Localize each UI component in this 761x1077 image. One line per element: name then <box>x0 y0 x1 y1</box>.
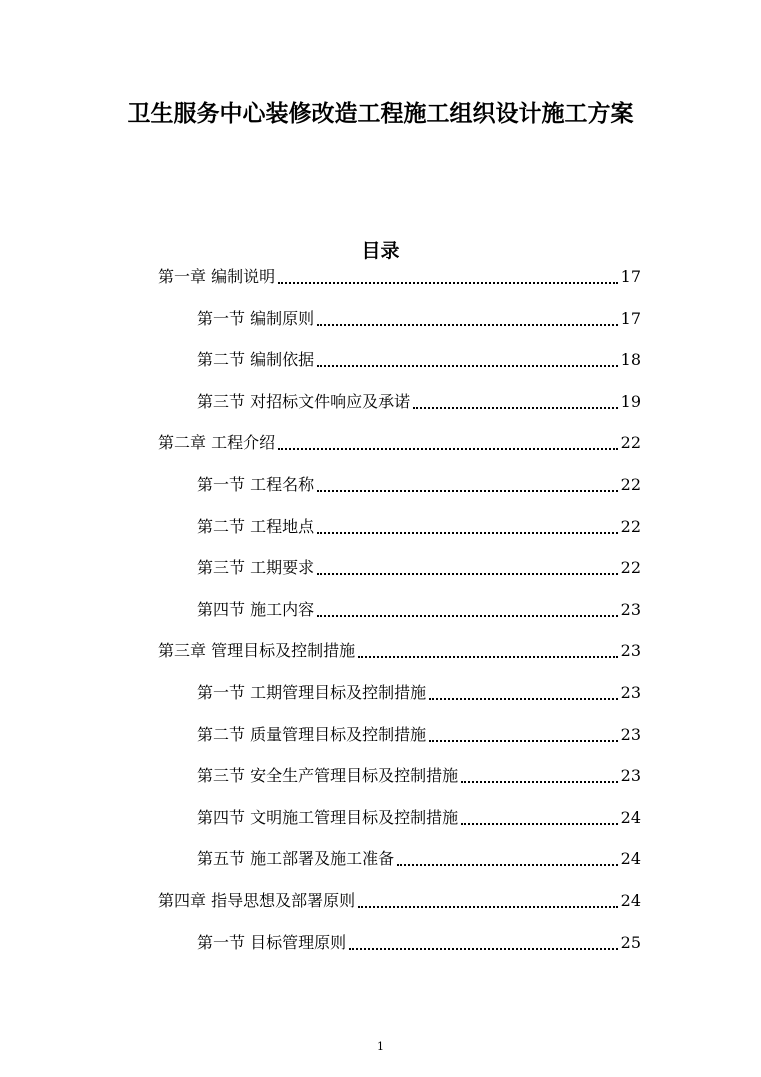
toc-entry-label: 第四节 施工内容 <box>197 599 315 619</box>
toc-leader-dots <box>358 656 618 658</box>
toc-leader-dots <box>358 906 618 908</box>
toc-entry-page: 23 <box>620 683 641 702</box>
toc-section-entry[interactable] <box>197 304 641 334</box>
document-title: 卫生服务中心装修改造工程施工组织设计施工方案 <box>127 101 634 127</box>
toc-entry-label: 第一章 编制说明 <box>158 267 276 286</box>
toc-entry-page: 22 <box>620 433 641 453</box>
toc-entry-page: 24 <box>620 891 641 910</box>
toc-entry-page: 22 <box>620 475 641 494</box>
toc-leader-dots <box>349 948 618 950</box>
toc-section-entry[interactable] <box>197 803 641 833</box>
toc-leader-dots <box>317 365 618 367</box>
toc-entry-label: 第一节 工期管理目标及控制措施 <box>197 683 427 702</box>
toc-leader-dots <box>413 407 618 409</box>
toc-entry-label: 第三章 管理目标及控制措施 <box>158 641 356 661</box>
toc-entry-label: 第一节 工程名称 <box>197 475 315 494</box>
toc-entry-label: 第二节 编制依据 <box>197 350 315 370</box>
toc-section-entry[interactable] <box>197 761 641 791</box>
toc-leader-dots <box>397 864 618 866</box>
toc-entry-label: 第一节 编制原则 <box>197 308 315 328</box>
toc-heading: 目录 <box>361 240 400 262</box>
toc-section-entry[interactable] <box>197 512 641 542</box>
toc-entry-page: 24 <box>620 807 641 827</box>
toc-entry-page: 18 <box>620 350 641 370</box>
toc-chapter-entry[interactable] <box>158 636 641 666</box>
toc-entry-page: 24 <box>620 849 641 869</box>
toc-section-entry[interactable] <box>197 345 641 375</box>
page-number: 1 <box>377 1040 384 1053</box>
toc-entry-page: 23 <box>620 766 641 786</box>
toc-entry-page: 23 <box>620 599 641 619</box>
toc-section-entry[interactable] <box>197 387 641 417</box>
toc-leader-dots <box>317 324 618 326</box>
toc-section-entry[interactable] <box>197 928 641 958</box>
toc-entry-page: 22 <box>620 516 641 536</box>
toc-section-entry[interactable] <box>197 470 641 500</box>
toc-chapter-entry[interactable] <box>158 428 641 458</box>
toc-entry-label: 第二节 质量管理目标及控制措施 <box>197 724 427 744</box>
toc-leader-dots <box>429 740 618 742</box>
toc-entry-label: 第四节 文明施工管理目标及控制措施 <box>197 807 459 827</box>
toc-entry-page: 22 <box>620 558 641 578</box>
toc-leader-dots <box>317 573 618 575</box>
toc-entry-label: 第二节 工程地点 <box>197 516 315 536</box>
toc-entry-label: 第三节 安全生产管理目标及控制措施 <box>197 766 459 786</box>
toc-chapter-entry[interactable] <box>158 886 641 916</box>
toc-section-entry[interactable] <box>197 595 641 625</box>
toc-leader-dots <box>317 490 618 492</box>
toc-leader-dots <box>317 532 618 534</box>
toc-entry-label: 第一节 目标管理原则 <box>197 932 347 952</box>
toc-entry-label: 第四章 指导思想及部署原则 <box>158 891 356 910</box>
toc-entry-page: 19 <box>620 391 641 411</box>
toc-section-entry[interactable] <box>197 553 641 583</box>
toc-leader-dots <box>461 823 618 825</box>
toc-entry-page: 23 <box>620 724 641 744</box>
toc-leader-dots <box>278 448 618 450</box>
toc-chapter-entry[interactable] <box>158 262 641 292</box>
toc-entry-label: 第三节 工期要求 <box>197 558 315 578</box>
toc-section-entry[interactable] <box>197 844 641 874</box>
toc-entry-page: 17 <box>620 267 641 286</box>
toc-section-entry[interactable] <box>197 720 641 750</box>
toc-leader-dots <box>317 615 618 617</box>
toc-section-entry[interactable] <box>197 678 641 708</box>
toc-entry-page: 23 <box>620 641 641 661</box>
toc-entry-page: 25 <box>620 932 641 952</box>
toc-leader-dots <box>461 781 618 783</box>
toc-entry-label: 第三节 对招标文件响应及承诺 <box>197 391 411 411</box>
toc-entry-label: 第二章 工程介绍 <box>158 433 276 453</box>
toc-entry-page: 17 <box>620 308 641 328</box>
toc-leader-dots <box>429 698 618 700</box>
toc-entry-label: 第五节 施工部署及施工准备 <box>197 849 395 869</box>
toc-leader-dots <box>278 282 618 284</box>
